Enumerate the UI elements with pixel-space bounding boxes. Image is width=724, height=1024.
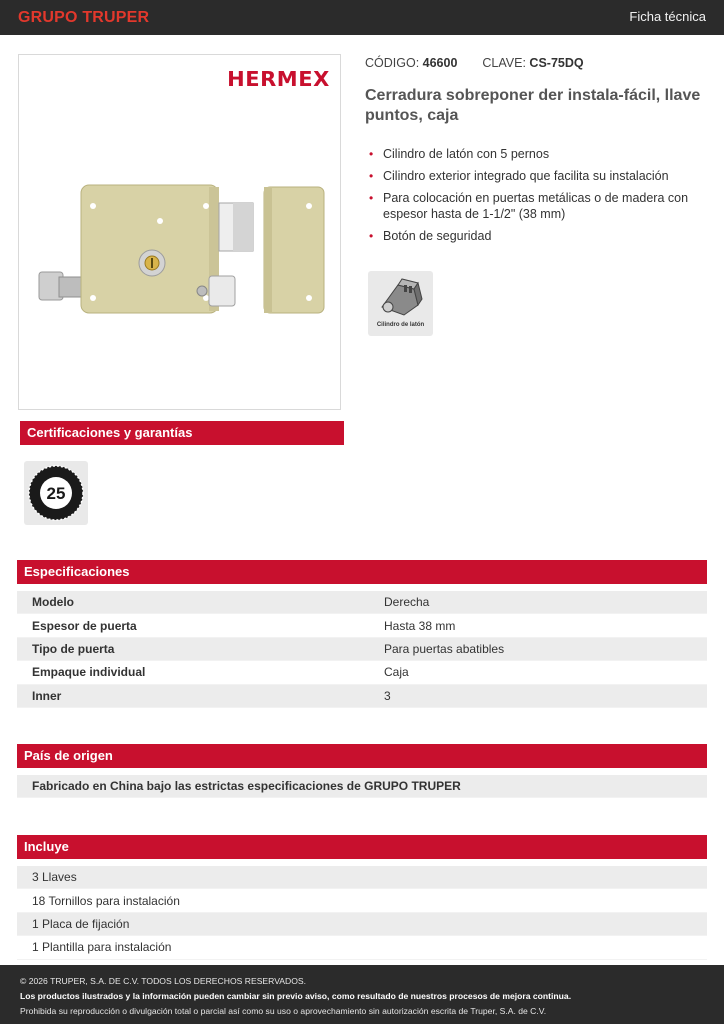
product-codes [365, 56, 584, 70]
list-item [17, 936, 707, 959]
feature-list [383, 146, 713, 250]
spec-value: Para puertas abatibles [384, 641, 505, 656]
spec-value: Derecha [384, 595, 430, 610]
codigo-label: CÓDIGO: [365, 56, 420, 70]
copyright-text: © 2026 TRUPER, S.A. DE C.V. TODOS LOS DERECHOS RESERVADOS. [20, 976, 307, 986]
certifications-header: Certificaciones y garantías [20, 421, 344, 445]
list-item [17, 866, 707, 889]
brand-logo[interactable]: GRUPO TRUPER [18, 9, 150, 26]
list-item [17, 913, 707, 936]
hermex-logo: HERMEX [227, 67, 330, 91]
feature-item: • Cilindro exterior integrado que facilita su instalación [383, 168, 713, 184]
origin-text: Fabricado en China bajo las estrictas especificaciones de GRUPO TRUPER [32, 779, 461, 794]
legal-text: Prohibida su reproducción o divulgación total o parcial así como su uso o aprovechamiento sin autorización escrita de Truper, S.A. de C.V. [20, 1006, 547, 1016]
spec-value: Caja [384, 665, 409, 680]
product-image [18, 54, 341, 410]
feature-item: • Botón de seguridad [383, 228, 713, 244]
feature-icon-caption: Cilindro de latón [376, 322, 425, 328]
origin-table [17, 775, 707, 798]
include-item: 3 Llaves [32, 870, 77, 885]
specs-table [17, 591, 707, 708]
spec-key: Espesor de puerta [32, 618, 137, 633]
lock-illustration [19, 55, 342, 411]
spec-key: Empaque individual [32, 665, 146, 680]
includes-table [17, 866, 707, 960]
feature-item: • Cilindro de latón con 5 pernos [383, 146, 713, 162]
table-row [17, 638, 707, 661]
clave-value: CS-75DQ [529, 56, 584, 70]
feature-item: • Para colocación en puertas metálicas o de madera con espesor hasta de 1-1/2" (38 mm) [383, 190, 713, 222]
specs-header: Especificaciones [17, 560, 707, 584]
table-row [17, 685, 707, 708]
product-title: Cerradura sobreponer der instala-fácil, llave puntos, caja [365, 87, 701, 124]
spec-key: Modelo [32, 595, 74, 610]
disclaimer-text: Los productos ilustrados y la información pueden cambiar sin previo aviso, como resultado de nuestros procesos de mejora continua. [20, 991, 572, 1001]
origin-header: País de origen [17, 744, 707, 768]
warranty-25-years-icon [24, 461, 88, 525]
doc-type-label: Ficha técnica [629, 9, 706, 24]
clave-label: CLAVE: [482, 56, 526, 70]
table-row [17, 591, 707, 614]
spec-key: Tipo de puerta [32, 641, 115, 656]
table-row [17, 661, 707, 684]
spec-value: 3 [384, 688, 391, 703]
table-row [17, 775, 707, 798]
include-item: 1 Placa de fijación [32, 916, 130, 931]
list-item [17, 889, 707, 912]
spec-value: Hasta 38 mm [384, 618, 456, 633]
codigo-value: 46600 [422, 56, 458, 70]
include-item: 18 Tornillos para instalación [32, 893, 180, 908]
top-bar [0, 0, 724, 35]
brass-cylinder-icon [368, 271, 433, 336]
table-row [17, 614, 707, 637]
spec-key: Inner [32, 688, 62, 703]
footer [0, 965, 724, 1024]
include-item: 1 Plantilla para instalación [32, 940, 172, 955]
warranty-number: 25 [46, 484, 66, 503]
includes-header: Incluye [17, 835, 707, 859]
